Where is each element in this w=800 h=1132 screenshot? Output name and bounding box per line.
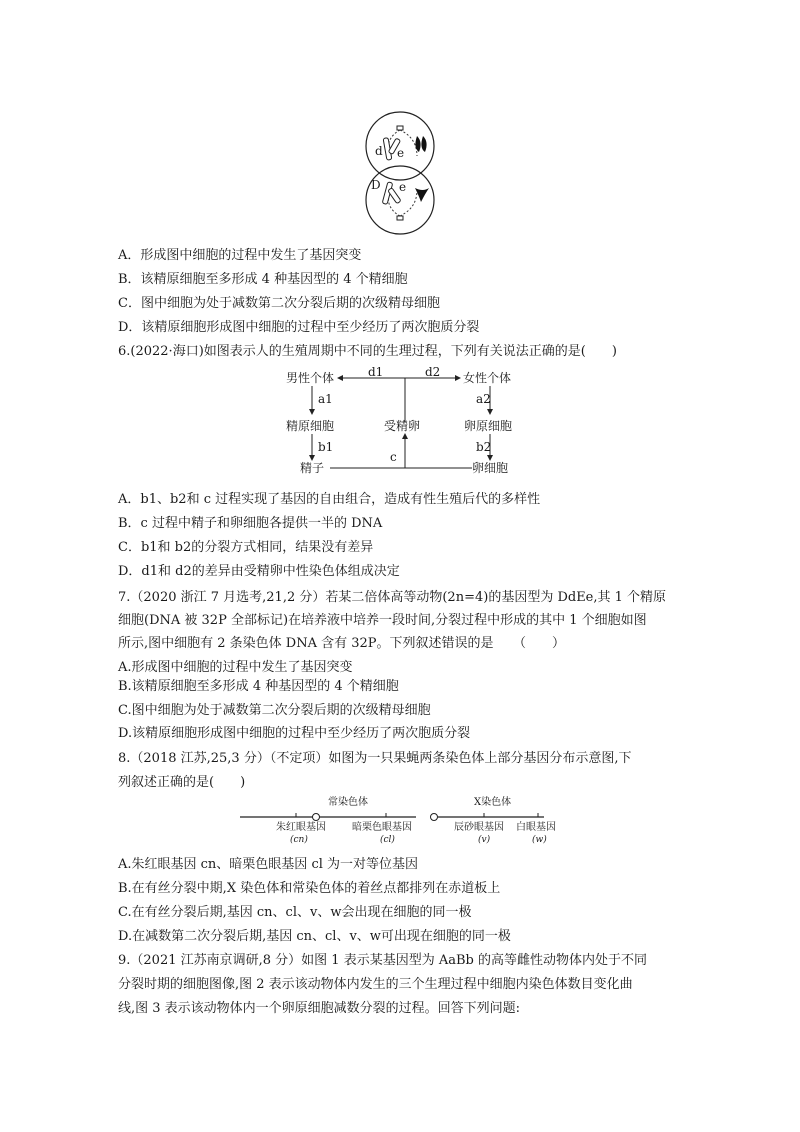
q8-option-a: A.朱红眼基因 cn、暗栗色眼基因 cl 为一对等位基因 [118, 857, 419, 872]
female-label: 女性个体 [463, 371, 512, 385]
spermatogonium-label: 精原细胞 [286, 419, 335, 433]
q5-option-b: B．该精原细胞至多形成 4 种基因型的 4 个精细胞 [118, 272, 408, 287]
q8-stem-2: 列叙述正确的是( ) [118, 775, 246, 790]
chromosome-diagram [240, 795, 570, 851]
gene-cn-label: 朱红眼基因 [276, 822, 326, 833]
q9-stem-3: 线,图 3 表示该动物体内一个卵原细胞减数分裂的过程。回答下列问题: [118, 1001, 521, 1016]
label-d: d [375, 144, 383, 158]
q5-option-c: C．图中细胞为处于减数第二次分裂后期的次级精母细胞 [118, 296, 440, 311]
c-label: c [390, 450, 397, 464]
sperm-label: 精子 [300, 461, 325, 475]
q9-stem-1: 9.（2021 江苏南京调研,8 分）如图 1 表示某基因型为 AaBb 的高等雌性动物体内处于不同 [118, 953, 647, 968]
label-e-upper: e [397, 146, 405, 160]
q8-stem-1: 8.（2018 江苏,25,3 分）（不定项）如图为一只果蝇两条染色体上部分基因分布示意图,下 [118, 751, 632, 766]
q6-stem: 6.(2022·海口)如图表示人的生殖周期中不同的生理过程，下列有关说法正确的是( ) [118, 344, 617, 359]
oogonium-label: 卵原细胞 [464, 419, 513, 433]
egg-label: 卵细胞 [472, 461, 509, 475]
q8-option-c: C.在有丝分裂后期,基因 cn、cl、v、w会出现在细胞的同一极 [118, 905, 472, 920]
x-chromosome-title: X染色体 [474, 797, 512, 808]
d2-label: d2 [425, 365, 441, 379]
gene-v-label: 辰砂眼基因 [454, 822, 504, 833]
q7-stem-3: 所示,图中细胞有 2 条染色体 DNA 含有 32P。下列叙述错误的是 （ ） [118, 636, 566, 651]
q7-stem-2: 细胞(DNA 被 32P 全部标记)在培养液中培养一段时间,分裂过程中形成的其中 1 个细胞如图 [118, 613, 647, 628]
gene-cl-label: 暗栗色眼基因 [352, 822, 412, 833]
label-D: D [371, 178, 381, 192]
gene-cl-symbol: (cl) [380, 835, 395, 845]
gene-w-symbol: (w) [532, 835, 547, 845]
b1-label: b1 [318, 440, 334, 454]
q7-option-a: A.形成图中细胞的过程中发生了基因突变 [118, 660, 353, 675]
a1-label: a1 [318, 392, 333, 406]
q5-option-d: D．该精原细胞形成图中细胞的过程中至少经历了两次胞质分裂 [118, 320, 480, 335]
q6-option-c: C．b1和 b2的分裂方式相同，结果没有差异 [118, 540, 374, 555]
a2-label: a2 [476, 392, 491, 406]
d1-label: d1 [368, 365, 384, 379]
reproduction-cycle-diagram [280, 365, 520, 480]
cell-diagram [355, 108, 445, 238]
q6-option-b: B．c 过程中精子和卵细胞各提供一半的 DNA [118, 516, 383, 531]
cell-figure [355, 108, 445, 238]
label-e-lower: e [399, 180, 407, 194]
q6-option-a: A．b1、b2和 c 过程实现了基因的自由组合，造成有性生殖后代的多样性 [118, 492, 541, 507]
b2-label: b2 [476, 440, 492, 454]
q8-option-d: D.在减数第二次分裂后期,基因 cn、cl、v、w可出现在细胞的同一极 [118, 929, 511, 944]
q7-option-b: B.该精原细胞至多形成 4 种基因型的 4 个精细胞 [118, 679, 399, 694]
q6-option-d: D．d1和 d2的差异由受精卵中性染色体组成决定 [118, 564, 400, 579]
q7-option-c: C.图中细胞为处于减数第二次分裂后期的次级精母细胞 [118, 703, 431, 718]
q5-option-a: A．形成图中细胞的过程中发生了基因突变 [118, 248, 362, 263]
gene-w-label: 白眼基因 [516, 822, 556, 833]
male-label: 男性个体 [286, 371, 335, 385]
q8-option-b: B.在有丝分裂中期,X 染色体和常染色体的着丝点都排列在赤道板上 [118, 881, 501, 896]
q7-option-d: D.该精原细胞形成图中细胞的过程中至少经历了两次胞质分裂 [118, 726, 471, 741]
gene-cn-symbol: (cn) [290, 835, 308, 845]
q9-stem-2: 分裂时期的细胞图像,图 2 表示该动物体内发生的三个生理过程中细胞内染色体数目变化曲 [118, 977, 633, 992]
autosome-title: 常染色体 [328, 797, 368, 808]
gene-v-symbol: (v) [478, 835, 491, 845]
zygote-label: 受精卵 [384, 419, 421, 433]
q7-stem-1: 7.（2020 浙江 7 月选考,21,2 分）若某二倍体高等动物(2n=4)的基因型为 DdEe,其 1 个精原 [118, 590, 667, 605]
